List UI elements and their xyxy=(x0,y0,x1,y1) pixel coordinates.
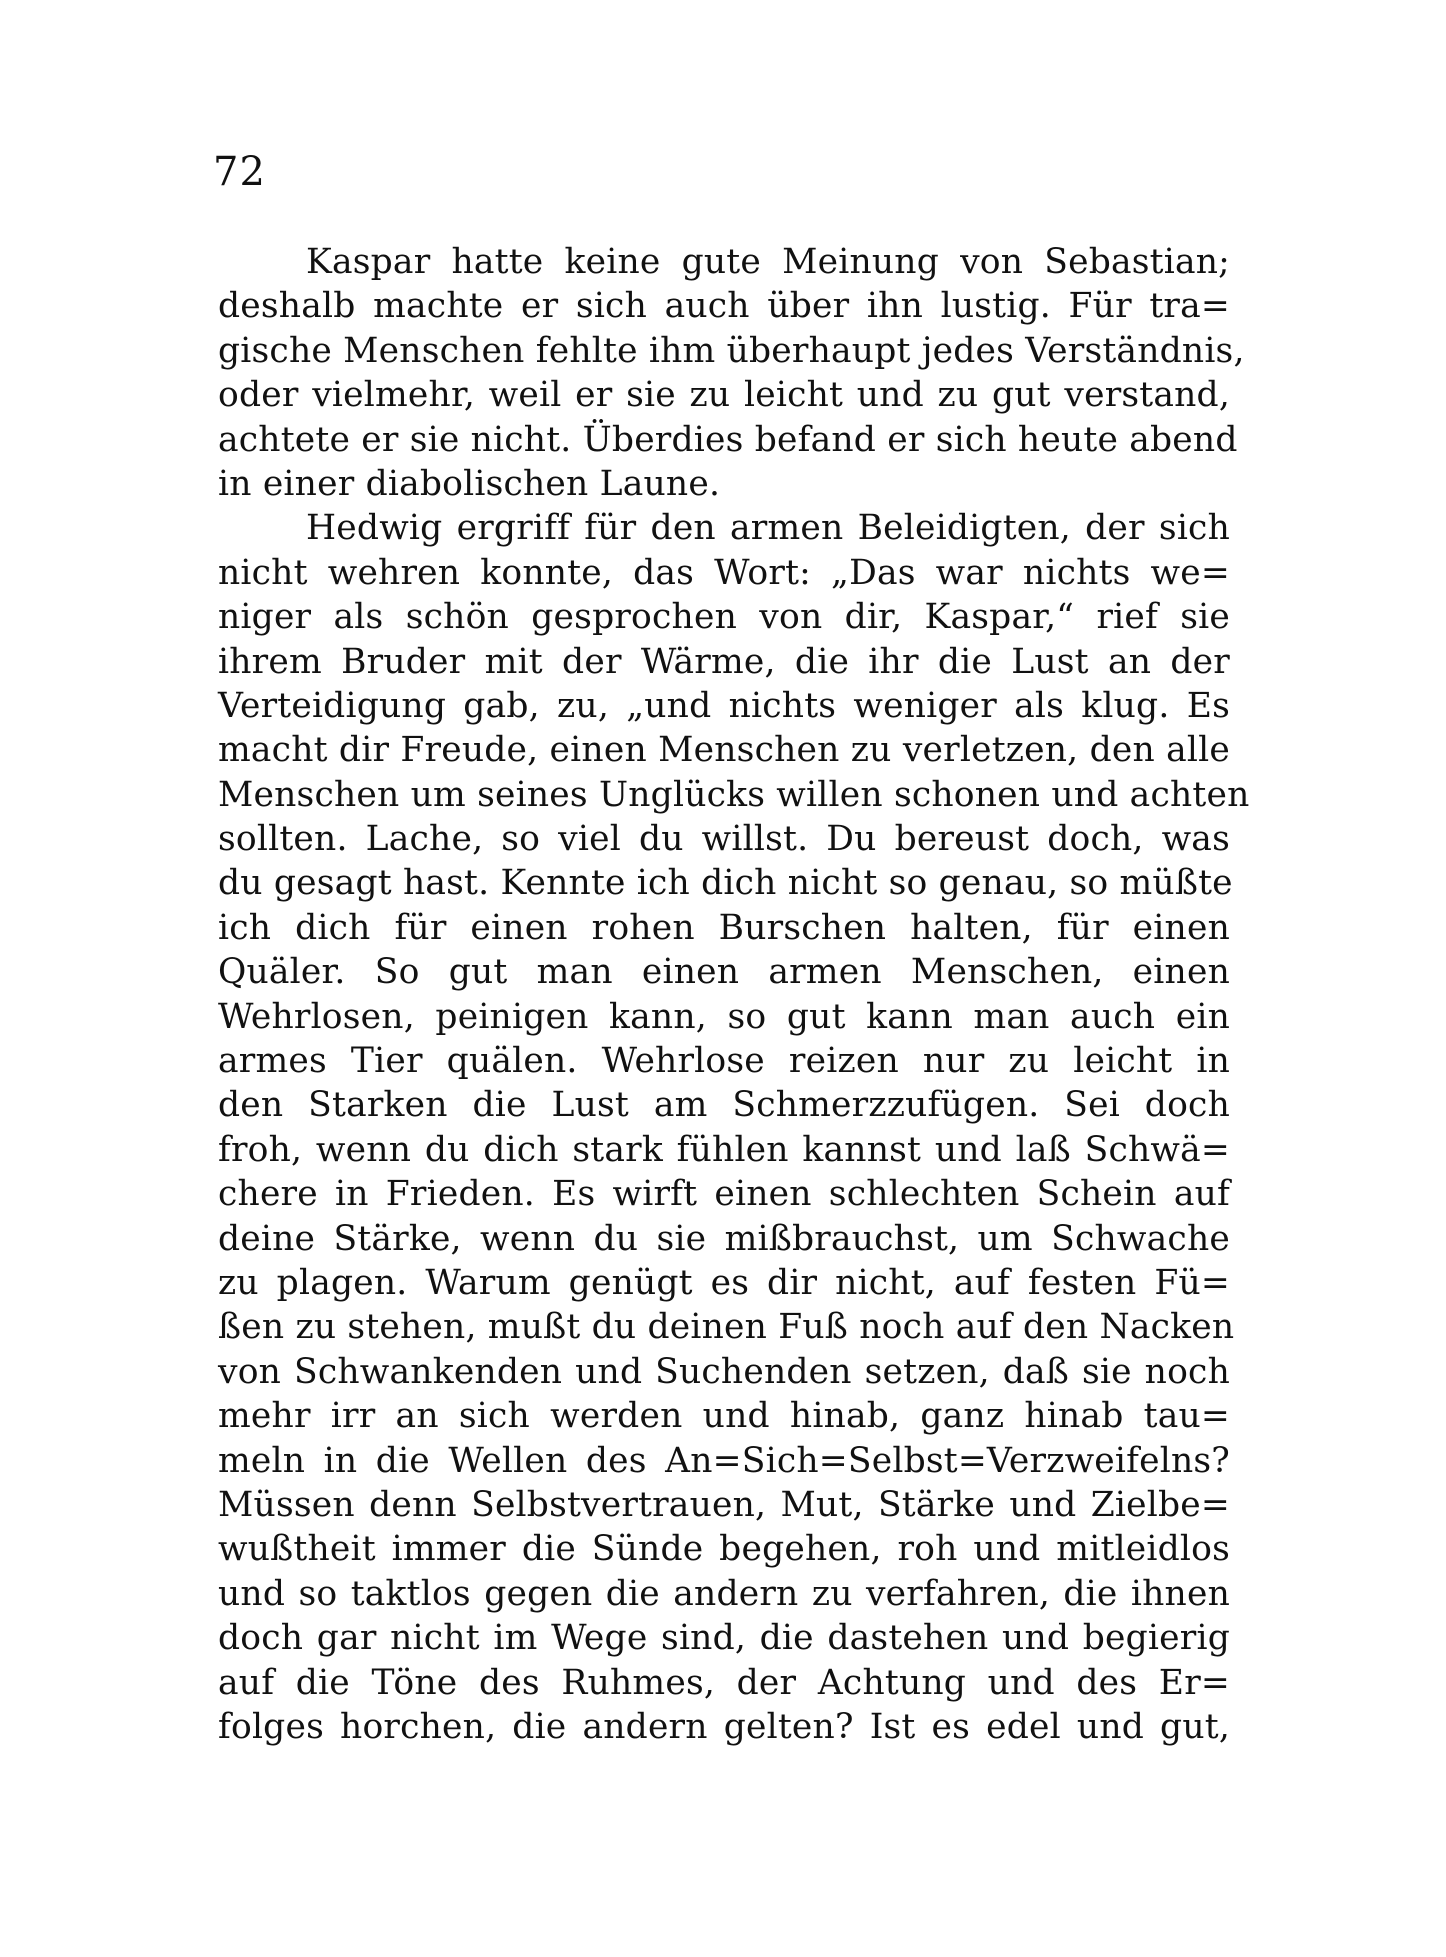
text-line: nicht wehren konnte, das Wort: „Das war nichts we= xyxy=(218,552,1230,593)
text-line: Wehrlosen, peinigen kann, so gut kann man auch ein xyxy=(218,996,1230,1037)
text-line: deine Stärke, wenn du sie mißbrauchst, um Schwache xyxy=(218,1218,1230,1259)
text-line: Kaspar hatte keine gute Meinung von Sebastian; xyxy=(306,242,1230,282)
text-line: den Starken die Lust am Schmerzzufügen. Sei doch xyxy=(218,1085,1230,1126)
page-number: 72 xyxy=(213,149,266,195)
text-line: oder vielmehr, weil er sie zu leicht und zu gut verstand, xyxy=(218,375,1230,416)
text-line: Quäler. So gut man einen armen Menschen, einen xyxy=(218,952,1230,993)
text-line: Müssen denn Selbstvertrauen, Mut, Stärke und Zielbe= xyxy=(218,1484,1230,1525)
text-line: ihrem Bruder mit der Wärme, die ihr die Lust an der xyxy=(218,641,1230,682)
text-line: Verteidigung gab, zu, „und nichts weniger als klug. Es xyxy=(218,685,1230,726)
text-line: chere in Frieden. Es wirft einen schlechten Schein auf xyxy=(218,1174,1230,1215)
text-line: froh, wenn du dich stark fühlen kannst und laß Schwä= xyxy=(218,1129,1230,1170)
text-line: sollten. Lache, so viel du willst. Du bereust doch, was xyxy=(218,819,1230,860)
text-line: deshalb machte er sich auch über ihn lustig. Für tra= xyxy=(218,286,1230,327)
text-line: niger als schön gesprochen von dir, Kaspar,“ rief sie xyxy=(218,597,1230,638)
text-line: meln in die Wellen des An=Sich=Selbst=Verzweifelns? xyxy=(218,1440,1230,1481)
text-line: auf die Töne des Ruhmes, der Achtung und des Er= xyxy=(218,1662,1230,1703)
text-line: ich dich für einen rohen Burschen halten, für einen xyxy=(218,907,1230,948)
text-line: in einer diabolischen Laune. xyxy=(218,463,721,504)
text-line: achtete er sie nicht. Überdies befand er sich heute abend xyxy=(218,419,1238,460)
text-line: und so taktlos gegen die andern zu verfahren, die ihnen xyxy=(218,1573,1230,1614)
text-line: wußtheit immer die Sünde begehen, roh und mitleidlos xyxy=(218,1529,1230,1570)
text-line: folges horchen, die andern gelten? Ist es edel und gut, xyxy=(218,1706,1230,1747)
text-line: mehr irr an sich werden und hinab, ganz hinab tau= xyxy=(218,1396,1230,1437)
text-line: Hedwig ergriff für den armen Beleidigten, der sich xyxy=(306,508,1230,549)
text-line: zu plagen. Warum genügt es dir nicht, auf festen Fü= xyxy=(218,1262,1230,1303)
text-line: ßen zu stehen, mußt du deinen Fuß noch auf den Nacken xyxy=(218,1307,1235,1348)
body-text xyxy=(218,240,1250,1749)
text-line: armes Tier quälen. Wehrlose reizen nur zu leicht in xyxy=(218,1041,1230,1082)
text-line: du gesagt hast. Kennte ich dich nicht so genau, so müßte xyxy=(218,863,1233,904)
text-line: macht dir Freude, einen Menschen zu verletzen, den alle xyxy=(218,730,1230,771)
text-line: doch gar nicht im Wege sind, die dastehen und begierig xyxy=(218,1618,1230,1659)
text-line: Menschen um seines Unglücks willen schonen und achten xyxy=(218,774,1250,815)
text-line: gische Menschen fehlte ihm überhaupt jedes Verständnis, xyxy=(218,330,1245,371)
text-line: von Schwankenden und Suchenden setzen, daß sie noch xyxy=(218,1351,1230,1392)
